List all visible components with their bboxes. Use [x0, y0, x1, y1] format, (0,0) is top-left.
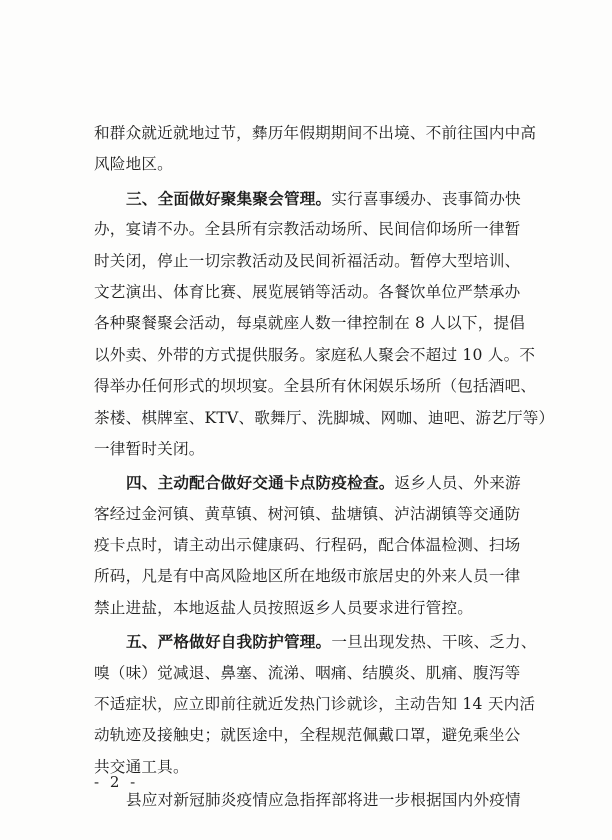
- page-number: - 2 -: [94, 773, 139, 791]
- text-line: 一律暂时关闭。: [94, 439, 205, 458]
- text-run: 返乡人员、外来游: [394, 474, 521, 493]
- document-body: [94, 118, 555, 817]
- text-line: 得举办任何形式的坝坝宴。全县所有休闲娱乐场所（包括酒吧、: [94, 377, 537, 396]
- section-heading: 四、主动配合做好交通卡点防疫检查。: [126, 473, 395, 493]
- text-line: 时关闭，停止一切宗教活动及民间祈福活动。暂停大型培训、: [94, 251, 521, 270]
- paragraph-gathering-management: [94, 183, 555, 466]
- text-line: 县应对新冠肺炎疫情应急指挥部将进一步根据国内外疫情: [126, 791, 521, 810]
- text-line: 和群众就近就地过节，彝历年假期期间不出境、不前往国内中高: [94, 124, 537, 142]
- text-line: 以外卖、外带的方式提供服务。家庭私人聚会不超过 10 人。不: [94, 345, 536, 364]
- section-heading: 五、严格做好自我防护管理。: [126, 632, 332, 652]
- text-line: 各种聚餐聚会活动，每桌就座人数一律控制在 8 人以下，提倡: [94, 314, 526, 333]
- text-line: 动轨迹及接触史；就医途中，全程规范佩戴口罩，避免乘坐公: [94, 726, 521, 745]
- text-line: 共交通工具。: [94, 757, 189, 776]
- paragraph-traffic-checkpoints: [94, 467, 528, 624]
- text-line-with-heading: [94, 467, 528, 498]
- text-line: 禁止进盐，本地返盐人员按照返乡人员要求进行管控。: [94, 598, 474, 617]
- text-line: 风险地区。: [94, 155, 173, 174]
- paragraph-self-protection: [94, 626, 537, 783]
- text-line-with-heading: [94, 626, 537, 657]
- paragraph-holiday-continuation: [94, 118, 537, 181]
- text-line: 疫卡点时，请主动出示健康码、行程码，配合体温检测、扫场: [94, 536, 521, 555]
- text-line: 嗅（味）觉减退、鼻塞、流涕、咽痛、结膜炎、肌痛、腹泻等: [94, 663, 521, 682]
- text-line: 客经过金河镇、黄草镇、树河镇、盐塘镇、泸沽湖镇等交通防: [94, 504, 521, 523]
- text-line: 茶楼、棋牌室、KTV、歌舞厅、洗脚城、网咖、迪吧、游艺厅等）: [94, 408, 555, 427]
- text-line: 所码，凡是有中高风险地区所在地级市旅居史的外来人员一律: [94, 567, 521, 586]
- text-line: 不适症状，应立即前往就近发热门诊就诊，主动告知 14 天内活: [94, 695, 536, 714]
- text-line: 办，宴请不办。全县所有宗教活动场所、民间信仰场所一律暂: [94, 220, 521, 239]
- text-line-with-heading: [94, 183, 528, 214]
- section-heading: 三、全面做好聚集聚会管理。: [126, 188, 332, 208]
- text-run: 实行喜事缓办、丧事简办快: [331, 189, 521, 208]
- text-run: 一旦出现发热、干咳、乏力、: [331, 633, 537, 652]
- paragraph-command-closing: [94, 785, 528, 816]
- text-line: 文艺演出、体育比赛、展览展销等活动。各餐饮单位严禁承办: [94, 282, 521, 301]
